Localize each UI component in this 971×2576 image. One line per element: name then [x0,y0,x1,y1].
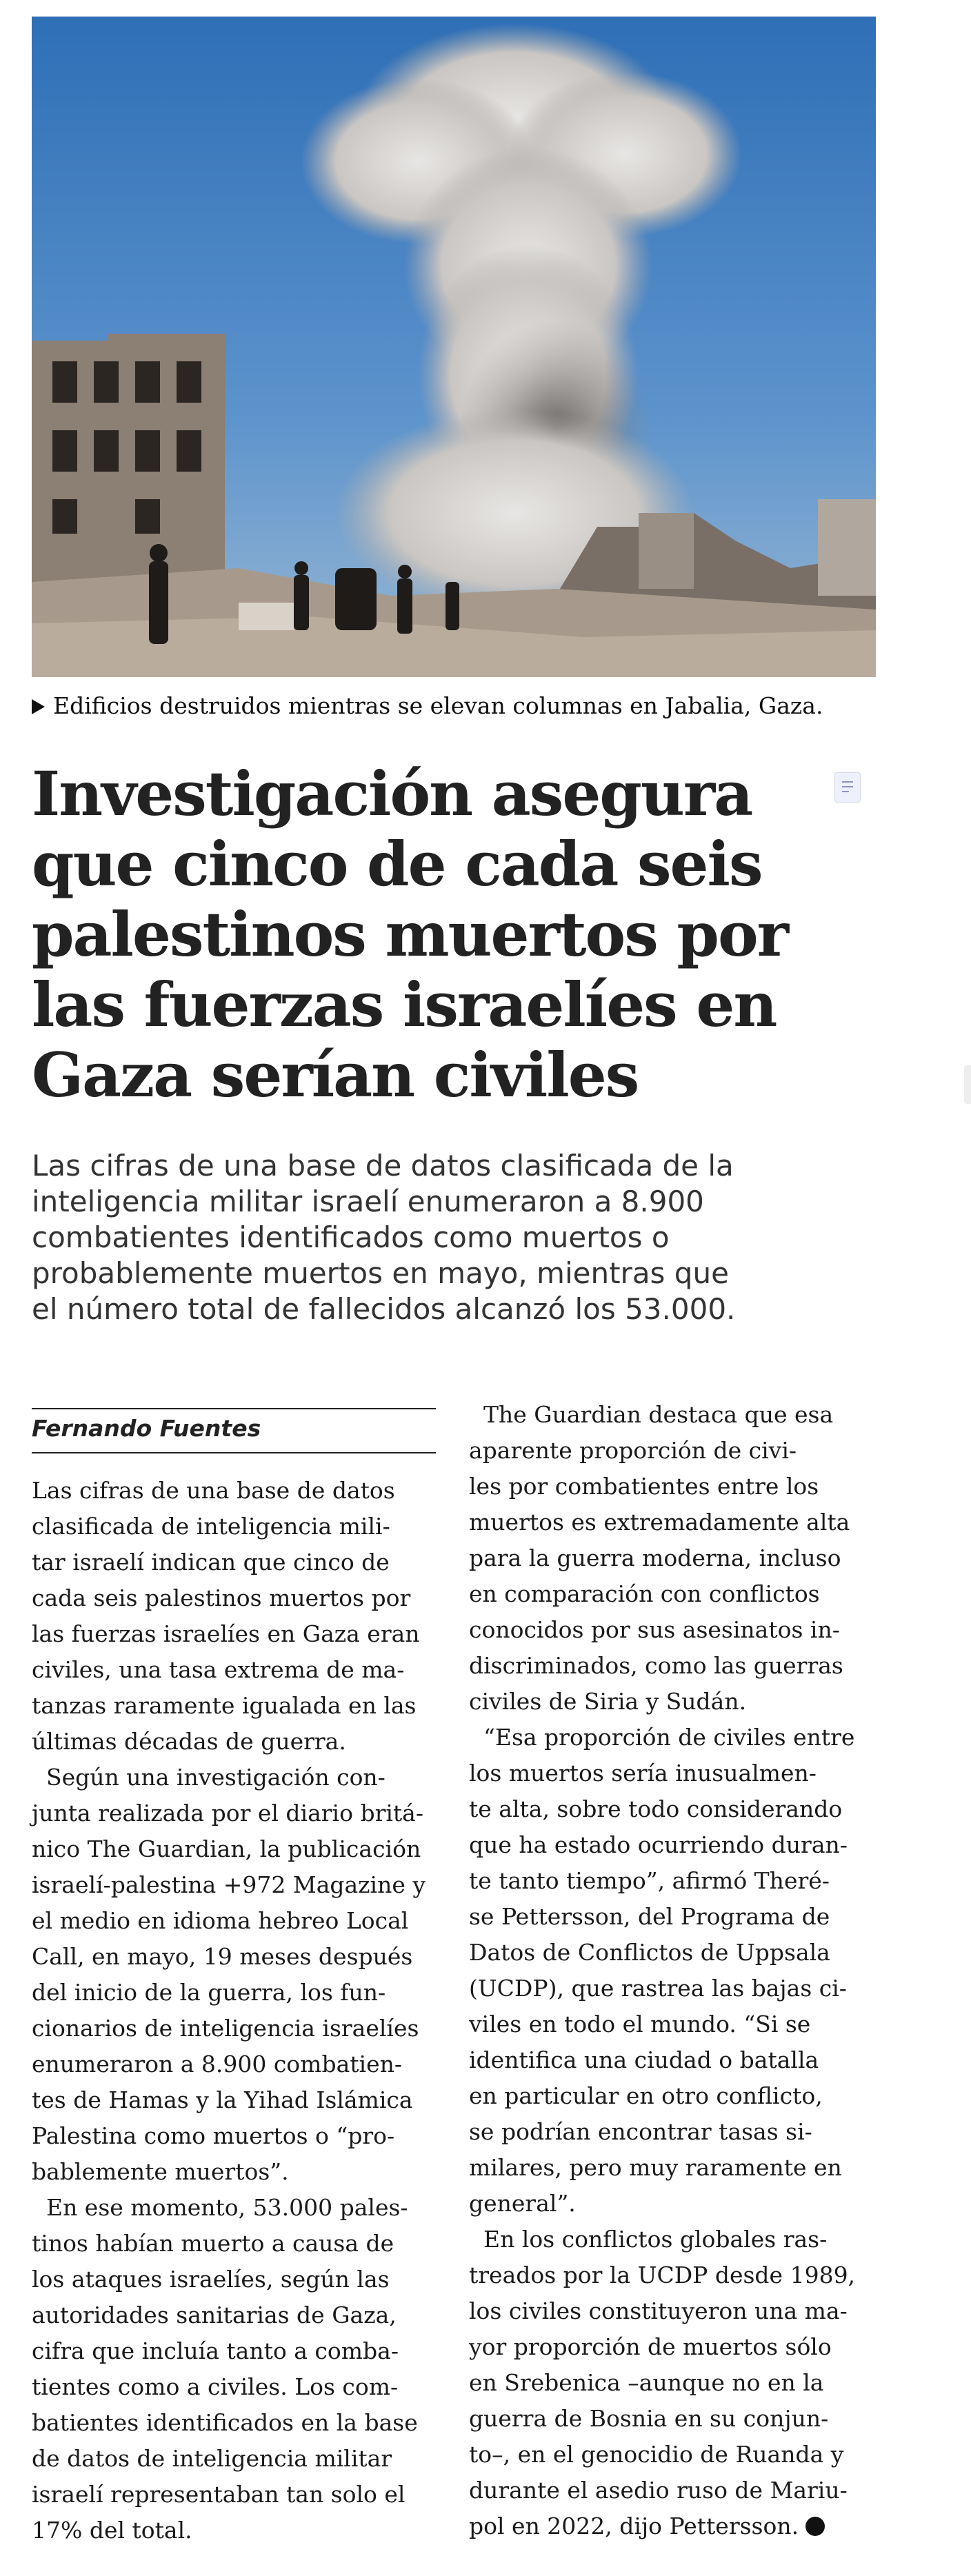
standfirst-line: inteligencia militar israelí enumeraron a 8.900 [32,1185,704,1218]
column-line: batientes identificados en la base [32,2409,418,2436]
column-line: los ataques israelíes, según las [32,2266,390,2293]
column-line: civiles, una tasa extrema de ma- [32,1656,405,1683]
column-line: milares, pero muy raramente en [469,2154,842,2181]
column-line: clasificada de inteligencia mili- [32,1513,390,1540]
column-line: Según una investigación con- [32,1764,386,1791]
column-line: tanzas raramente igualada en las [32,1692,417,1719]
column-line: en Srebenica –aunque no en la [469,2369,824,2396]
column-line: los civiles constituyeron una ma- [469,2297,848,2324]
column-line: del inicio de la guerra, los fun- [32,1979,386,2006]
column-line: tientes como a civiles. Los com- [32,2373,399,2400]
column-line: se podrían encontrar tasas si- [469,2118,812,2145]
column-line: tes de Hamas y la Yihad Islámica [32,2086,413,2113]
article-standfirst [32,1148,859,1327]
article-column-left [32,1473,446,2548]
note-icon[interactable] [834,772,861,803]
column-line: to–, en el genocidio de Ruanda y [469,2441,844,2468]
column-line: tinos habían muerto a causa de [32,2230,394,2257]
column-line: en comparación con conflictos [469,1580,820,1607]
column-line: Datos de Conflictos de Uppsala [469,1939,830,1966]
end-of-article-dot-icon [805,2517,825,2536]
column-line: se Pettersson, del Programa de [469,1903,830,1930]
photo-illustration [32,17,876,677]
column-line: treados por la UCDP desde 1989, [469,2262,856,2288]
column-line: Call, en mayo, 19 meses después [32,1943,413,1970]
standfirst-line: probablemente muertos en mayo, mientras que [32,1256,729,1290]
column-line: cionarios de inteligencia israelíes [32,2015,419,2042]
byline-top-rule [32,1408,436,1409]
column-line-text: pol en 2022, dijo Pettersson. [469,2513,799,2539]
headline-line: las fuerzas israelíes en [32,969,777,1040]
column-line: muertos es extremadamente alta [469,1509,850,1536]
column-line: las fuerzas israelíes en Gaza eran [32,1620,420,1647]
column-line: general”. [469,2190,576,2217]
column-line: aparente proporción de civi- [469,1437,797,1464]
column-line: el medio en idioma hebreo Local [32,1907,409,1934]
column-line: te tanto tiempo”, afirmó Theré- [469,1867,830,1894]
column-line: autoridades sanitarias de Gaza, [32,2302,397,2328]
article-headline [32,758,859,1110]
column-line: durante el asedio ruso de Mariu- [469,2477,848,2504]
photo-caption [32,690,887,723]
column-line: Palestina como muertos o “pro- [32,2122,395,2149]
column-line: discriminados, como las guerras [469,1652,843,1679]
column-line: de datos de inteligencia militar [32,2445,392,2472]
column-line: te alta, sobre todo considerando [469,1795,843,1822]
article-column-right [469,1397,883,2544]
column-line: identifica una ciudad o batalla [469,2046,819,2073]
standfirst-line: combatientes identificados como muertos o [32,1220,670,1254]
column-line: últimas décadas de guerra. [32,1728,346,1755]
headline-line: palestinos muertos por [32,898,788,970]
column-line: guerra de Bosnia en su conjun- [469,2405,829,2432]
standfirst-line: el número total de fallecidos alcanzó los 53.000. [32,1292,736,1326]
column-line: que ha estado ocurriendo duran- [469,1831,848,1858]
column-line: (UCDP), que rastrea las bajas ci- [469,1975,847,2002]
column-line: los muertos sería inusualmen- [469,1760,817,1787]
column-line: les por combatientes entre los [469,1473,819,1500]
scroll-edge-handle[interactable] [964,1065,971,1104]
column-line: cifra que incluía tanto a comba- [32,2337,399,2364]
column-line: en particular en otro conflicto, [469,2082,823,2109]
standfirst-line: Las cifras de una base de datos clasificada de la [32,1149,734,1183]
column-line: viles en todo el mundo. “Si se [469,2011,811,2037]
column-line: 17% del total. [32,2517,192,2544]
triangle-right-icon [32,699,45,714]
column-line: junta realizada por el diario britá- [32,1800,424,1827]
column-line: En ese momento, 53.000 pales- [32,2194,408,2221]
headline-line: Gaza serían civiles [32,1039,639,1111]
byline: Fernando Fuentes [32,1415,261,1442]
column-line: yor proporción de muertos sólo [469,2333,832,2360]
byline-bottom-rule [32,1452,436,1453]
column-line: tar israelí indican que cinco de [32,1549,390,1576]
column-line: nico The Guardian, la publicación [32,1835,421,1862]
column-line: civiles de Siria y Sudán. [469,1688,747,1715]
headline-line: Investigación asegura [32,758,752,829]
column-line-last [469,2508,883,2544]
column-line: Las cifras de una base de datos [32,1477,395,1504]
article-photo [32,17,876,677]
caption-text: Edificios destruidos mientras se elevan columnas en Jabalia, Gaza. [53,692,823,719]
headline-line: que cinco de cada seis [32,828,762,900]
column-line: “Esa proporción de civiles entre [469,1724,855,1751]
column-line: israelí representaban tan solo el [32,2481,406,2508]
column-line: bablemente muertos”. [32,2158,289,2185]
column-line: para la guerra moderna, incluso [469,1544,841,1571]
column-line: En los conflictos globales ras- [469,2226,828,2253]
column-line: israelí-palestina +972 Magazine y [32,1871,426,1898]
column-line: conocidos por sus asesinatos in- [469,1616,840,1643]
column-line: enumeraron a 8.900 combatien- [32,2051,403,2077]
column-line: cada seis palestinos muertos por [32,1584,411,1611]
column-line: The Guardian destaca que esa [469,1401,834,1428]
